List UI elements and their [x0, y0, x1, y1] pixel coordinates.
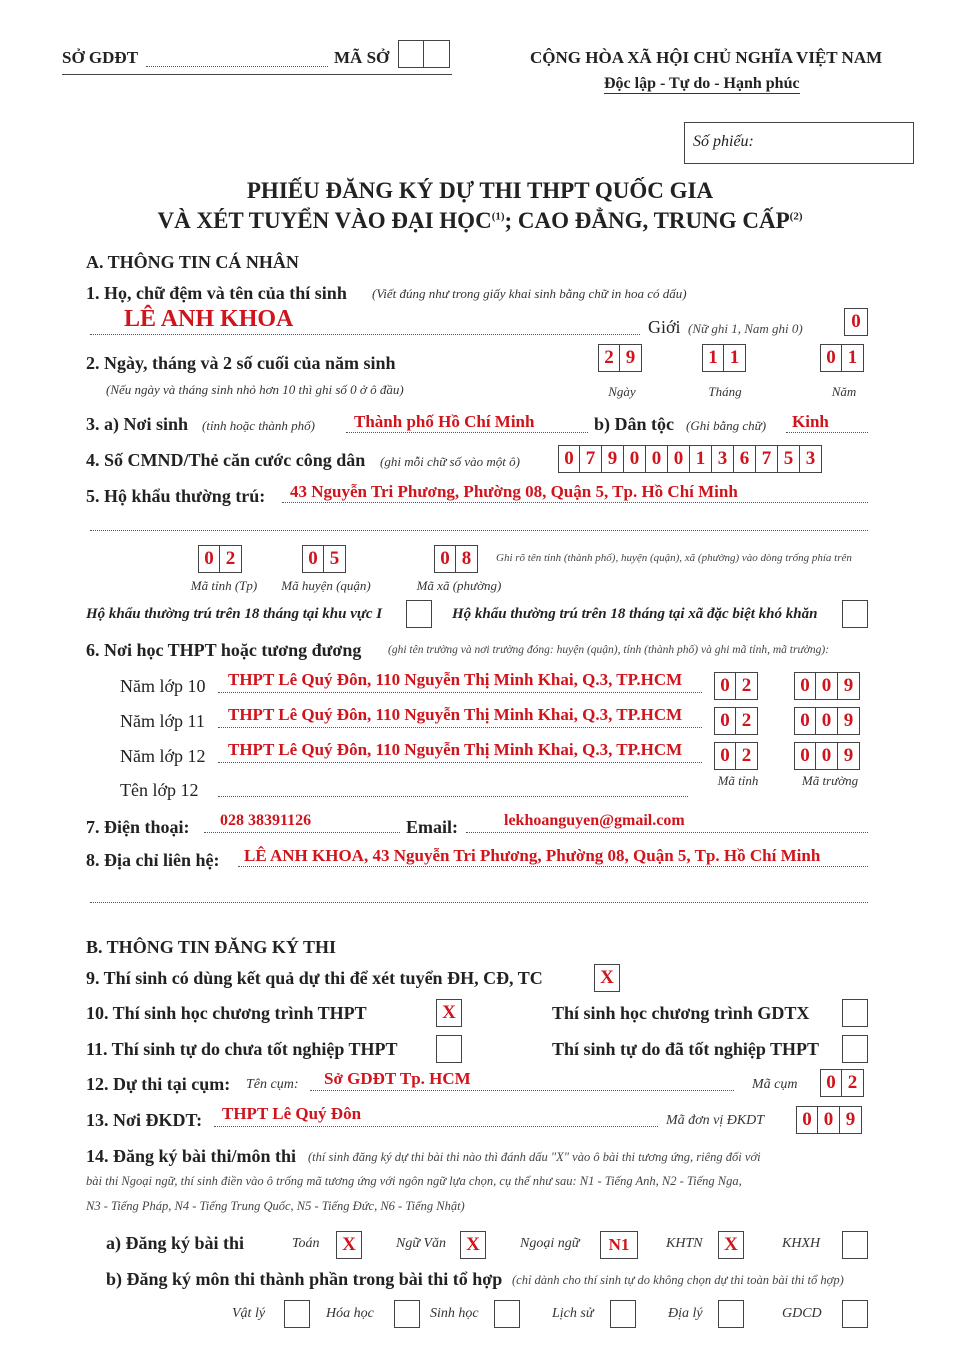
exam-khxh-checkbox[interactable]	[842, 1231, 868, 1259]
subject-dia-ly-checkbox[interactable]	[718, 1300, 744, 1328]
school-tinh-boxes-10[interactable]	[714, 672, 758, 700]
ma-xa-digit[interactable]: 0	[434, 545, 456, 573]
q3b-label: b) Dân tộc	[594, 414, 674, 434]
footnote-2: (2)	[789, 210, 803, 223]
month-digit[interactable]: 1	[724, 344, 746, 372]
day-digit[interactable]: 2	[598, 344, 620, 372]
year-digit[interactable]: 0	[820, 344, 842, 372]
subject-sinh-hoc-checkbox[interactable]	[494, 1300, 520, 1328]
q1-label: 1. Họ, chữ đệm và tên của thí sinh	[86, 283, 347, 303]
id-digit[interactable]: 7	[580, 445, 602, 473]
school-value-11[interactable]: THPT Lê Quý Đôn, 110 Nguyễn Thị Minh Khai, Q.3, TP.HCM	[228, 705, 683, 724]
dkdt-value[interactable]: THPT Lê Quý Đôn	[222, 1104, 362, 1123]
tinh-digit[interactable]: 2	[736, 672, 758, 700]
q11-checkbox[interactable]	[436, 1035, 462, 1063]
kv1-label: Hộ khẩu thường trú trên 18 tháng tại khu vực I	[86, 606, 383, 622]
ma-cum-boxes[interactable]	[820, 1069, 864, 1097]
id-boxes[interactable]	[558, 445, 822, 473]
birthplace-value[interactable]: Thành phố Hồ Chí Minh	[354, 412, 535, 431]
contact-value[interactable]: LÊ ANH KHOA, 43 Nguyễn Tri Phương, Phường 08, Quận 5, Tp. Hồ Chí Minh	[244, 846, 821, 865]
email-line	[466, 832, 868, 833]
phone-value[interactable]: 028 38391126	[220, 812, 312, 829]
tinh-digit[interactable]: 0	[714, 672, 736, 700]
truong-digit[interactable]: 9	[838, 742, 860, 770]
ma-huyen-boxes[interactable]	[302, 545, 346, 573]
id-digit[interactable]: 6	[734, 445, 756, 473]
q6-note: (ghi tên trường và nơi trường đóng: huyện (quận), tỉnh (thành phố) và ghi mã tỉnh, mã trường):	[388, 644, 830, 656]
subject-lich-su-checkbox[interactable]	[610, 1300, 636, 1328]
tinh-digit[interactable]: 2	[736, 707, 758, 735]
full-name-value[interactable]: LÊ ANH KHOA	[124, 306, 294, 332]
cluster-line	[310, 1090, 734, 1091]
school-label-11: Năm lớp 11	[120, 711, 205, 731]
q11b-label: Thí sinh tự do đã tốt nghiệp THPT	[552, 1039, 820, 1059]
truong-digit[interactable]: 9	[838, 707, 860, 735]
q3a-label: 3. a) Nơi sinh	[86, 414, 188, 434]
month-caption: Tháng	[708, 384, 742, 399]
address-line-2	[90, 530, 868, 531]
exam-khtn-label: KHTN	[666, 1236, 703, 1251]
title-part: ; CAO ĐẲNG, TRUNG CẤP	[504, 208, 790, 233]
ma-so-box[interactable]	[424, 40, 450, 68]
subject-dia-ly-label: Địa lý	[668, 1306, 703, 1321]
q2-note: (Nếu ngày và tháng sinh nhỏ hơn 10 thì ghi số 0 ở ô đầu)	[106, 382, 404, 397]
school-tinh-boxes-11[interactable]	[714, 707, 758, 735]
ma-tinh-caption-2: Mã tỉnh	[717, 773, 759, 788]
ma-so-box[interactable]	[398, 40, 424, 68]
ma-dv-digit[interactable]: 9	[840, 1106, 862, 1134]
exam-khtn-checkbox[interactable]: X	[718, 1231, 744, 1259]
id-digit[interactable]: 7	[756, 445, 778, 473]
gender-label: Giới	[648, 317, 681, 337]
truong-digit[interactable]: 0	[794, 742, 816, 770]
ma-xa-digit[interactable]: 8	[456, 545, 478, 573]
id-digit[interactable]: 3	[800, 445, 822, 473]
q14-label: 14. Đăng ký bài thi/môn thi	[86, 1146, 297, 1166]
q10b-label: Thí sinh học chương trình GDTX	[552, 1003, 810, 1023]
email-value[interactable]: lekhoanguyen@gmail.com	[504, 812, 685, 829]
ma-dv-digit[interactable]: 0	[796, 1106, 818, 1134]
id-digit[interactable]: 1	[690, 445, 712, 473]
q14-note-2: bài thi Ngoại ngữ, thí sinh điền vào ô trống mã tương ứng với ngôn ngữ lựa chọn, cụ thể như sau: N1 - Tiếng Anh, N2 - Tiếng Nga,	[86, 1174, 742, 1188]
birthplace-line	[346, 432, 588, 433]
subject-gdcd-checkbox[interactable]	[842, 1300, 868, 1328]
day-boxes[interactable]	[598, 344, 642, 372]
xa-db-checkbox[interactable]	[842, 600, 868, 628]
ma-cum-digit[interactable]: 2	[842, 1069, 864, 1097]
q9-label: 9. Thí sinh có dùng kết quả dự thi để xét tuyển ĐH, CĐ, TC	[86, 968, 543, 988]
ma-tinh-boxes[interactable]	[198, 545, 242, 573]
truong-digit[interactable]: 0	[816, 742, 838, 770]
tinh-digit[interactable]: 0	[714, 707, 736, 735]
section-b-heading: B. THÔNG TIN ĐĂNG KÝ THI	[86, 937, 337, 957]
form-title-line1: PHIẾU ĐĂNG KÝ DỰ THI THPT QUỐC GIA	[246, 178, 714, 203]
ethnicity-line	[786, 432, 868, 433]
school-truong-boxes-10[interactable]	[794, 672, 860, 700]
q5-label: 5. Hộ khẩu thường trú:	[86, 486, 266, 506]
ma-tinh-caption: Mã tỉnh (Tp)	[190, 578, 258, 593]
q11b-checkbox[interactable]	[842, 1035, 868, 1063]
contact-line-2	[90, 902, 868, 903]
ma-cum-digit[interactable]: 0	[820, 1069, 842, 1097]
ten-lop-label: Tên lớp 12	[120, 780, 199, 800]
subject-lich-su-label: Lịch sử	[552, 1306, 594, 1321]
email-label: Email:	[406, 817, 458, 837]
so-gddt-line[interactable]	[146, 66, 328, 67]
q10b-checkbox[interactable]	[842, 999, 868, 1027]
ma-xa-boxes[interactable]	[434, 545, 478, 573]
q9-checkbox[interactable]: X	[594, 964, 620, 992]
q12-label: 12. Dự thi tại cụm:	[86, 1074, 231, 1094]
so-phieu-label: Số phiếu:	[693, 133, 754, 150]
so-gddt-label: SỞ GDĐT	[62, 48, 139, 67]
q14b-note: (chỉ dành cho thí sinh tự do không chọn dự thi toàn bài thi tổ hợp)	[512, 1273, 844, 1287]
q3b-note: (Ghi bằng chữ)	[686, 418, 767, 433]
school-truong-boxes-12[interactable]	[794, 742, 860, 770]
q14-note-1: (thí sinh đăng ký dự thi bài thi nào thì đánh dấu "X" vào ô bài thi tương ứng, riêng đối với	[308, 1150, 761, 1164]
ma-huyen-digit[interactable]: 5	[324, 545, 346, 573]
gender-box[interactable]: 0	[844, 308, 868, 336]
ma-so-boxes[interactable]	[398, 40, 450, 68]
name-line	[90, 334, 640, 335]
exam-ngoai-ngu-label: Ngoại ngữ	[520, 1236, 580, 1251]
subject-vat-ly-checkbox[interactable]	[284, 1300, 310, 1328]
q3a-note: (tỉnh hoặc thành phố)	[202, 418, 316, 433]
q2-label: 2. Ngày, tháng và 2 số cuối của năm sinh	[86, 353, 396, 373]
cluster-value[interactable]: Sở GDĐT Tp. HCM	[324, 1069, 471, 1088]
address-line	[282, 502, 868, 503]
q7-label: 7. Điện thoại:	[86, 817, 190, 837]
ten-lop-line[interactable]	[218, 796, 688, 797]
truong-digit[interactable]: 0	[794, 707, 816, 735]
school-line-10	[218, 692, 702, 693]
school-line-12	[218, 762, 702, 763]
id-digit[interactable]: 0	[668, 445, 690, 473]
day-digit[interactable]: 9	[620, 344, 642, 372]
q1-note: (Viết đúng như trong giấy khai sinh bằng chữ in hoa có dấu)	[372, 286, 687, 301]
school-label-12: Năm lớp 12	[120, 746, 206, 766]
ma-dv-digit[interactable]: 0	[818, 1106, 840, 1134]
year-boxes[interactable]	[820, 344, 864, 372]
q12-note: Tên cụm:	[246, 1077, 299, 1092]
id-digit[interactable]: 0	[646, 445, 668, 473]
republic-title: CỘNG HÒA XÃ HỘI CHỦ NGHĨA VIỆT NAM	[530, 48, 883, 67]
ethnicity-value[interactable]: Kinh	[792, 412, 829, 431]
dkdt-line	[214, 1126, 658, 1127]
exam-van-checkbox[interactable]: X	[460, 1231, 486, 1259]
so-phieu-box[interactable]	[684, 122, 914, 164]
kv1-checkbox[interactable]	[406, 600, 432, 628]
year-digit[interactable]: 1	[842, 344, 864, 372]
phone-line	[204, 832, 400, 833]
exam-van-label: Ngữ Văn	[396, 1236, 447, 1251]
id-digit[interactable]: 3	[712, 445, 734, 473]
q10-checkbox[interactable]: X	[436, 999, 462, 1027]
ma-huyen-digit[interactable]: 0	[302, 545, 324, 573]
q10-label: 10. Thí sinh học chương trình THPT	[86, 1003, 367, 1023]
q14b-label: b) Đăng ký môn thi thành phần trong bài thi tổ hợp	[106, 1269, 503, 1289]
subject-sinh-hoc-label: Sinh học	[430, 1306, 479, 1321]
gender-note: (Nữ ghi 1, Nam ghi 0)	[688, 321, 803, 336]
ma-huyen-caption: Mã huyện (quận)	[281, 578, 371, 593]
section-a-heading: A. THÔNG TIN CÁ NHÂN	[86, 252, 299, 272]
ma-dv-label: Mã đơn vị ĐKDT	[666, 1113, 765, 1128]
subject-hoa-hoc-checkbox[interactable]	[394, 1300, 420, 1328]
ma-dv-boxes[interactable]	[796, 1106, 862, 1134]
codes-note: Ghi rõ tên tỉnh (thành phố), huyện (quận), xã (phường) vào dòng trống phía trên	[496, 552, 852, 564]
exam-toan-label: Toán	[292, 1236, 320, 1251]
truong-digit[interactable]: 0	[816, 672, 838, 700]
address-value[interactable]: 43 Nguyễn Tri Phương, Phường 08, Quận 5, Tp. Hồ Chí Minh	[290, 482, 738, 501]
form-title-line2	[0, 208, 960, 234]
month-digit[interactable]: 1	[702, 344, 724, 372]
q6-label: 6. Nơi học THPT hoặc tương đương	[86, 640, 362, 660]
exam-toan-checkbox[interactable]: X	[336, 1231, 362, 1259]
tinh-digit[interactable]: 2	[736, 742, 758, 770]
school-value-12[interactable]: THPT Lê Quý Đôn, 110 Nguyễn Thị Minh Khai, Q.3, TP.HCM	[228, 740, 683, 759]
q14-note-3: N3 - Tiếng Pháp, N4 - Tiếng Trung Quốc, N5 - Tiếng Đức, N6 - Tiếng Nhật)	[86, 1199, 465, 1213]
truong-digit[interactable]: 0	[794, 672, 816, 700]
id-digit[interactable]: 9	[602, 445, 624, 473]
subject-vat-ly-label: Vật lý	[232, 1306, 266, 1321]
day-caption: Ngày	[608, 384, 636, 399]
ma-so-label: MÃ SỞ	[334, 48, 390, 67]
q4-note: (ghi mỗi chữ số vào một ô)	[380, 454, 520, 469]
contact-line	[238, 866, 868, 867]
subject-hoa-hoc-label: Hóa học	[326, 1306, 374, 1321]
exam-ngoai-ngu-box[interactable]: N1	[600, 1231, 638, 1259]
subject-gdcd-label: GDCD	[782, 1306, 822, 1321]
school-line-11	[218, 727, 702, 728]
ma-xa-caption: Mã xã (phường)	[416, 578, 502, 593]
ma-tinh-digit[interactable]: 0	[198, 545, 220, 573]
tinh-digit[interactable]: 0	[714, 742, 736, 770]
truong-digit[interactable]: 0	[816, 707, 838, 735]
school-truong-boxes-11[interactable]	[794, 707, 860, 735]
q13-label: 13. Nơi ĐKDT:	[86, 1110, 203, 1130]
year-caption: Năm	[831, 384, 857, 399]
id-digit[interactable]: 0	[558, 445, 580, 473]
ma-tinh-digit[interactable]: 2	[220, 545, 242, 573]
id-digit[interactable]: 0	[624, 445, 646, 473]
footnote-1: (1)	[491, 210, 505, 223]
q4-label: 4. Số CMND/Thẻ căn cước công dân	[86, 450, 366, 470]
xa-db-label: Hộ khẩu thường trú trên 18 tháng tại xã đặc biệt khó khăn	[452, 606, 818, 622]
ma-truong-caption: Mã trường	[801, 773, 859, 788]
q8-label: 8. Địa chỉ liên hệ:	[86, 850, 220, 870]
school-value-10[interactable]: THPT Lê Quý Đôn, 110 Nguyễn Thị Minh Khai, Q.3, TP.HCM	[228, 670, 683, 689]
q11-label: 11. Thí sinh tự do chưa tốt nghiệp THPT	[86, 1039, 398, 1059]
q14a-label: a) Đăng ký bài thi	[106, 1233, 245, 1253]
school-label-10: Năm lớp 10	[120, 676, 206, 696]
month-boxes[interactable]	[702, 344, 746, 372]
id-digit[interactable]: 5	[778, 445, 800, 473]
motto: Độc lập - Tự do - Hạnh phúc	[604, 75, 800, 92]
exam-khxh-label: KHXH	[782, 1236, 821, 1251]
title-part: VÀ XÉT TUYỂN VÀO ĐẠI HỌC	[157, 208, 492, 233]
school-tinh-boxes-12[interactable]	[714, 742, 758, 770]
ma-cum-label: Mã cụm	[752, 1077, 798, 1092]
header-rule	[62, 74, 452, 75]
truong-digit[interactable]: 9	[838, 672, 860, 700]
